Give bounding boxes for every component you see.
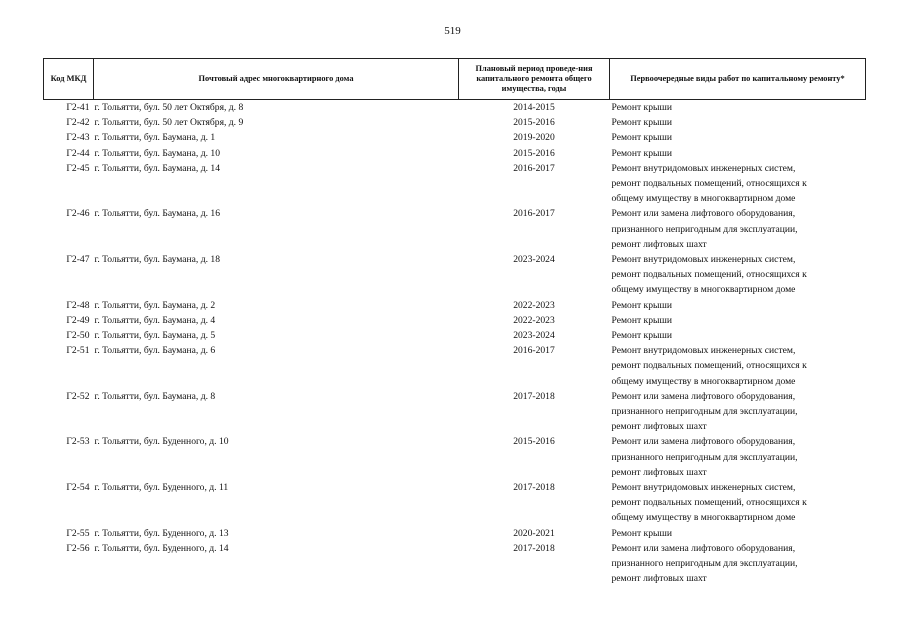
repair-period-cell: 2019-2020 bbox=[513, 132, 555, 144]
repair-period-cell: 2014-2015 bbox=[513, 102, 555, 113]
repair-period-cell: 2023-2024 bbox=[513, 254, 555, 266]
address-cell: г. Тольятти, бул. Баумана, д. 14 bbox=[94, 162, 220, 174]
table-row bbox=[44, 313, 866, 328]
repair-works-cell bbox=[610, 252, 866, 298]
mkd-code-cell: Г2-51 bbox=[66, 345, 90, 357]
mkd-code-cell: Г2-42 bbox=[66, 117, 90, 129]
table-row bbox=[44, 434, 866, 480]
repair-works-cell bbox=[610, 100, 866, 116]
table-row bbox=[44, 343, 866, 389]
header-code: Код МКД bbox=[44, 59, 94, 100]
address-cell: г. Тольятти, бул. 50 лет Октября, д. 9 bbox=[94, 117, 244, 129]
repair-period-cell: 2015-2016 bbox=[513, 147, 555, 159]
table-row bbox=[44, 480, 866, 526]
repair-works-cell bbox=[610, 313, 866, 328]
address-cell: г. Тольятти, бул. Баумана, д. 1 bbox=[94, 132, 216, 144]
housing-repair-table bbox=[43, 58, 866, 587]
table-row bbox=[44, 389, 866, 435]
address-cell: г. Тольятти, бул. 50 лет Октября, д. 8 bbox=[94, 102, 244, 113]
repair-works-cell bbox=[610, 328, 866, 343]
repair-works-line: общему имуществу в многоквартирном доме bbox=[611, 512, 796, 524]
table-row bbox=[44, 298, 866, 313]
address-cell: г. Тольятти, бул. Баумана, д. 6 bbox=[94, 345, 216, 357]
repair-works-line: Ремонт крыши bbox=[611, 527, 672, 539]
repair-works-cell bbox=[610, 541, 866, 587]
header-works: Первоочередные виды работ по капитальному ремонту* bbox=[610, 59, 866, 100]
table-body bbox=[44, 100, 866, 587]
address-cell: г. Тольятти, бул. Буденного, д. 10 bbox=[94, 436, 229, 448]
table-row bbox=[44, 161, 866, 207]
repair-works-line: Ремонт крыши bbox=[611, 117, 672, 129]
repair-works-line: Ремонт крыши bbox=[611, 102, 672, 113]
repair-works-line: Ремонт или замена лифтового оборудования, bbox=[611, 390, 796, 402]
repair-works-line: ремонт лифтовых шахт bbox=[611, 573, 707, 585]
repair-period-cell: 2017-2018 bbox=[513, 482, 555, 494]
table-row bbox=[44, 115, 866, 130]
address-cell: г. Тольятти, бул. Баумана, д. 4 bbox=[94, 314, 216, 326]
repair-works-line: признанного непригодным для эксплуатации, bbox=[611, 223, 798, 235]
table-row bbox=[44, 541, 866, 587]
repair-works-cell bbox=[610, 526, 866, 541]
repair-works-line: признанного непригодным для эксплуатации, bbox=[611, 451, 798, 463]
address-cell: г. Тольятти, бул. Баумана, д. 5 bbox=[94, 330, 216, 342]
mkd-code-cell: Г2-47 bbox=[66, 254, 90, 266]
repair-period-cell: 2017-2018 bbox=[513, 542, 555, 554]
repair-period-cell: 2022-2023 bbox=[513, 314, 555, 326]
address-cell: г. Тольятти, бул. Баумана, д. 16 bbox=[94, 208, 220, 220]
repair-works-line: Ремонт внутридомовых инженерных систем, bbox=[611, 482, 796, 494]
page-number: 519 bbox=[444, 25, 461, 37]
table-row bbox=[44, 100, 866, 116]
mkd-code-cell: Г2-41 bbox=[66, 102, 90, 113]
repair-works-line: Ремонт или замена лифтового оборудования, bbox=[611, 542, 796, 554]
address-cell: г. Тольятти, бул. Баумана, д. 8 bbox=[94, 390, 216, 402]
mkd-code-cell: Г2-50 bbox=[66, 330, 90, 342]
mkd-code-cell: Г2-56 bbox=[66, 542, 90, 554]
repair-works-cell bbox=[610, 298, 866, 313]
address-cell: г. Тольятти, бул. Буденного, д. 14 bbox=[94, 542, 229, 554]
repair-works-line: Ремонт внутридомовых инженерных систем, bbox=[611, 162, 796, 174]
repair-works-cell bbox=[610, 389, 866, 435]
repair-works-line: ремонт лифтовых шахт bbox=[611, 421, 707, 433]
repair-works-line: ремонт подвальных помещений, относящихся к bbox=[611, 178, 807, 190]
header-address: Почтовый адрес многоквартирного дома bbox=[94, 59, 459, 100]
repair-works-cell bbox=[610, 115, 866, 130]
repair-works-line: Ремонт крыши bbox=[611, 147, 672, 159]
repair-period-cell: 2017-2018 bbox=[513, 390, 555, 402]
mkd-code-cell: Г2-52 bbox=[66, 390, 90, 402]
repair-period-cell: 2022-2023 bbox=[513, 299, 555, 311]
mkd-code-cell: Г2-55 bbox=[66, 527, 90, 539]
repair-works-line: Ремонт крыши bbox=[611, 314, 672, 326]
repair-works-line: Ремонт крыши bbox=[611, 299, 672, 311]
repair-works-line: Ремонт крыши bbox=[611, 330, 672, 342]
table-row bbox=[44, 130, 866, 145]
address-cell: г. Тольятти, бул. Буденного, д. 11 bbox=[94, 482, 229, 494]
mkd-code-cell: Г2-48 bbox=[66, 299, 90, 311]
mkd-code-cell: Г2-44 bbox=[66, 147, 90, 159]
repair-works-line: Ремонт или замена лифтового оборудования, bbox=[611, 208, 796, 220]
repair-period-cell: 2023-2024 bbox=[513, 330, 555, 342]
header-period: Плановый период проведе-ния капитального ремонта общего имущества, годы bbox=[459, 59, 610, 100]
mkd-code-cell: Г2-54 bbox=[66, 482, 90, 494]
table-header bbox=[44, 59, 866, 100]
address-cell: г. Тольятти, бул. Баумана, д. 18 bbox=[94, 254, 220, 266]
repair-works-cell bbox=[610, 206, 866, 252]
repair-period-cell: 2015-2016 bbox=[513, 117, 555, 129]
repair-works-cell bbox=[610, 480, 866, 526]
repair-works-line: Ремонт или замена лифтового оборудования, bbox=[611, 436, 796, 448]
repair-period-cell: 2020-2021 bbox=[513, 527, 555, 539]
table-row bbox=[44, 328, 866, 343]
repair-works-line: ремонт подвальных помещений, относящихся к bbox=[611, 360, 807, 372]
repair-period-cell: 2016-2017 bbox=[513, 162, 555, 174]
address-cell: г. Тольятти, бул. Баумана, д. 10 bbox=[94, 147, 220, 159]
repair-works-line: признанного непригодным для эксплуатации, bbox=[611, 406, 798, 418]
repair-period-cell: 2016-2017 bbox=[513, 345, 555, 357]
repair-works-line: Ремонт внутридомовых инженерных систем, bbox=[611, 254, 796, 266]
repair-works-line: ремонт лифтовых шахт bbox=[611, 238, 707, 250]
repair-works-line: общему имуществу в многоквартирном доме bbox=[611, 193, 796, 205]
table-row bbox=[44, 146, 866, 161]
repair-works-line: ремонт лифтовых шахт bbox=[611, 466, 707, 478]
repair-works-cell bbox=[610, 146, 866, 161]
repair-works-line: Ремонт внутридомовых инженерных систем, bbox=[611, 345, 796, 357]
repair-works-cell bbox=[610, 161, 866, 207]
repair-works-cell bbox=[610, 434, 866, 480]
repair-works-line: ремонт подвальных помещений, относящихся к bbox=[611, 497, 807, 509]
mkd-code-cell: Г2-53 bbox=[66, 436, 90, 448]
mkd-code-cell: Г2-49 bbox=[66, 314, 90, 326]
repair-works-line: Ремонт крыши bbox=[611, 132, 672, 144]
mkd-code-cell: Г2-45 bbox=[66, 162, 90, 174]
mkd-code-cell: Г2-43 bbox=[66, 132, 90, 144]
repair-period-cell: 2016-2017 bbox=[513, 208, 555, 220]
table-row bbox=[44, 526, 866, 541]
table-row bbox=[44, 206, 866, 252]
address-cell: г. Тольятти, бул. Баумана, д. 2 bbox=[94, 299, 216, 311]
mkd-code-cell: Г2-46 bbox=[66, 208, 90, 220]
address-cell: г. Тольятти, бул. Буденного, д. 13 bbox=[94, 527, 229, 539]
repair-works-line: общему имуществу в многоквартирном доме bbox=[611, 284, 796, 296]
repair-works-line: общему имуществу в многоквартирном доме bbox=[611, 375, 796, 387]
repair-period-cell: 2015-2016 bbox=[513, 436, 555, 448]
table-row bbox=[44, 252, 866, 298]
repair-works-line: признанного непригодным для эксплуатации, bbox=[611, 558, 798, 570]
repair-works-cell bbox=[610, 343, 866, 389]
repair-works-line: ремонт подвальных помещений, относящихся к bbox=[611, 269, 807, 281]
repair-works-cell bbox=[610, 130, 866, 145]
